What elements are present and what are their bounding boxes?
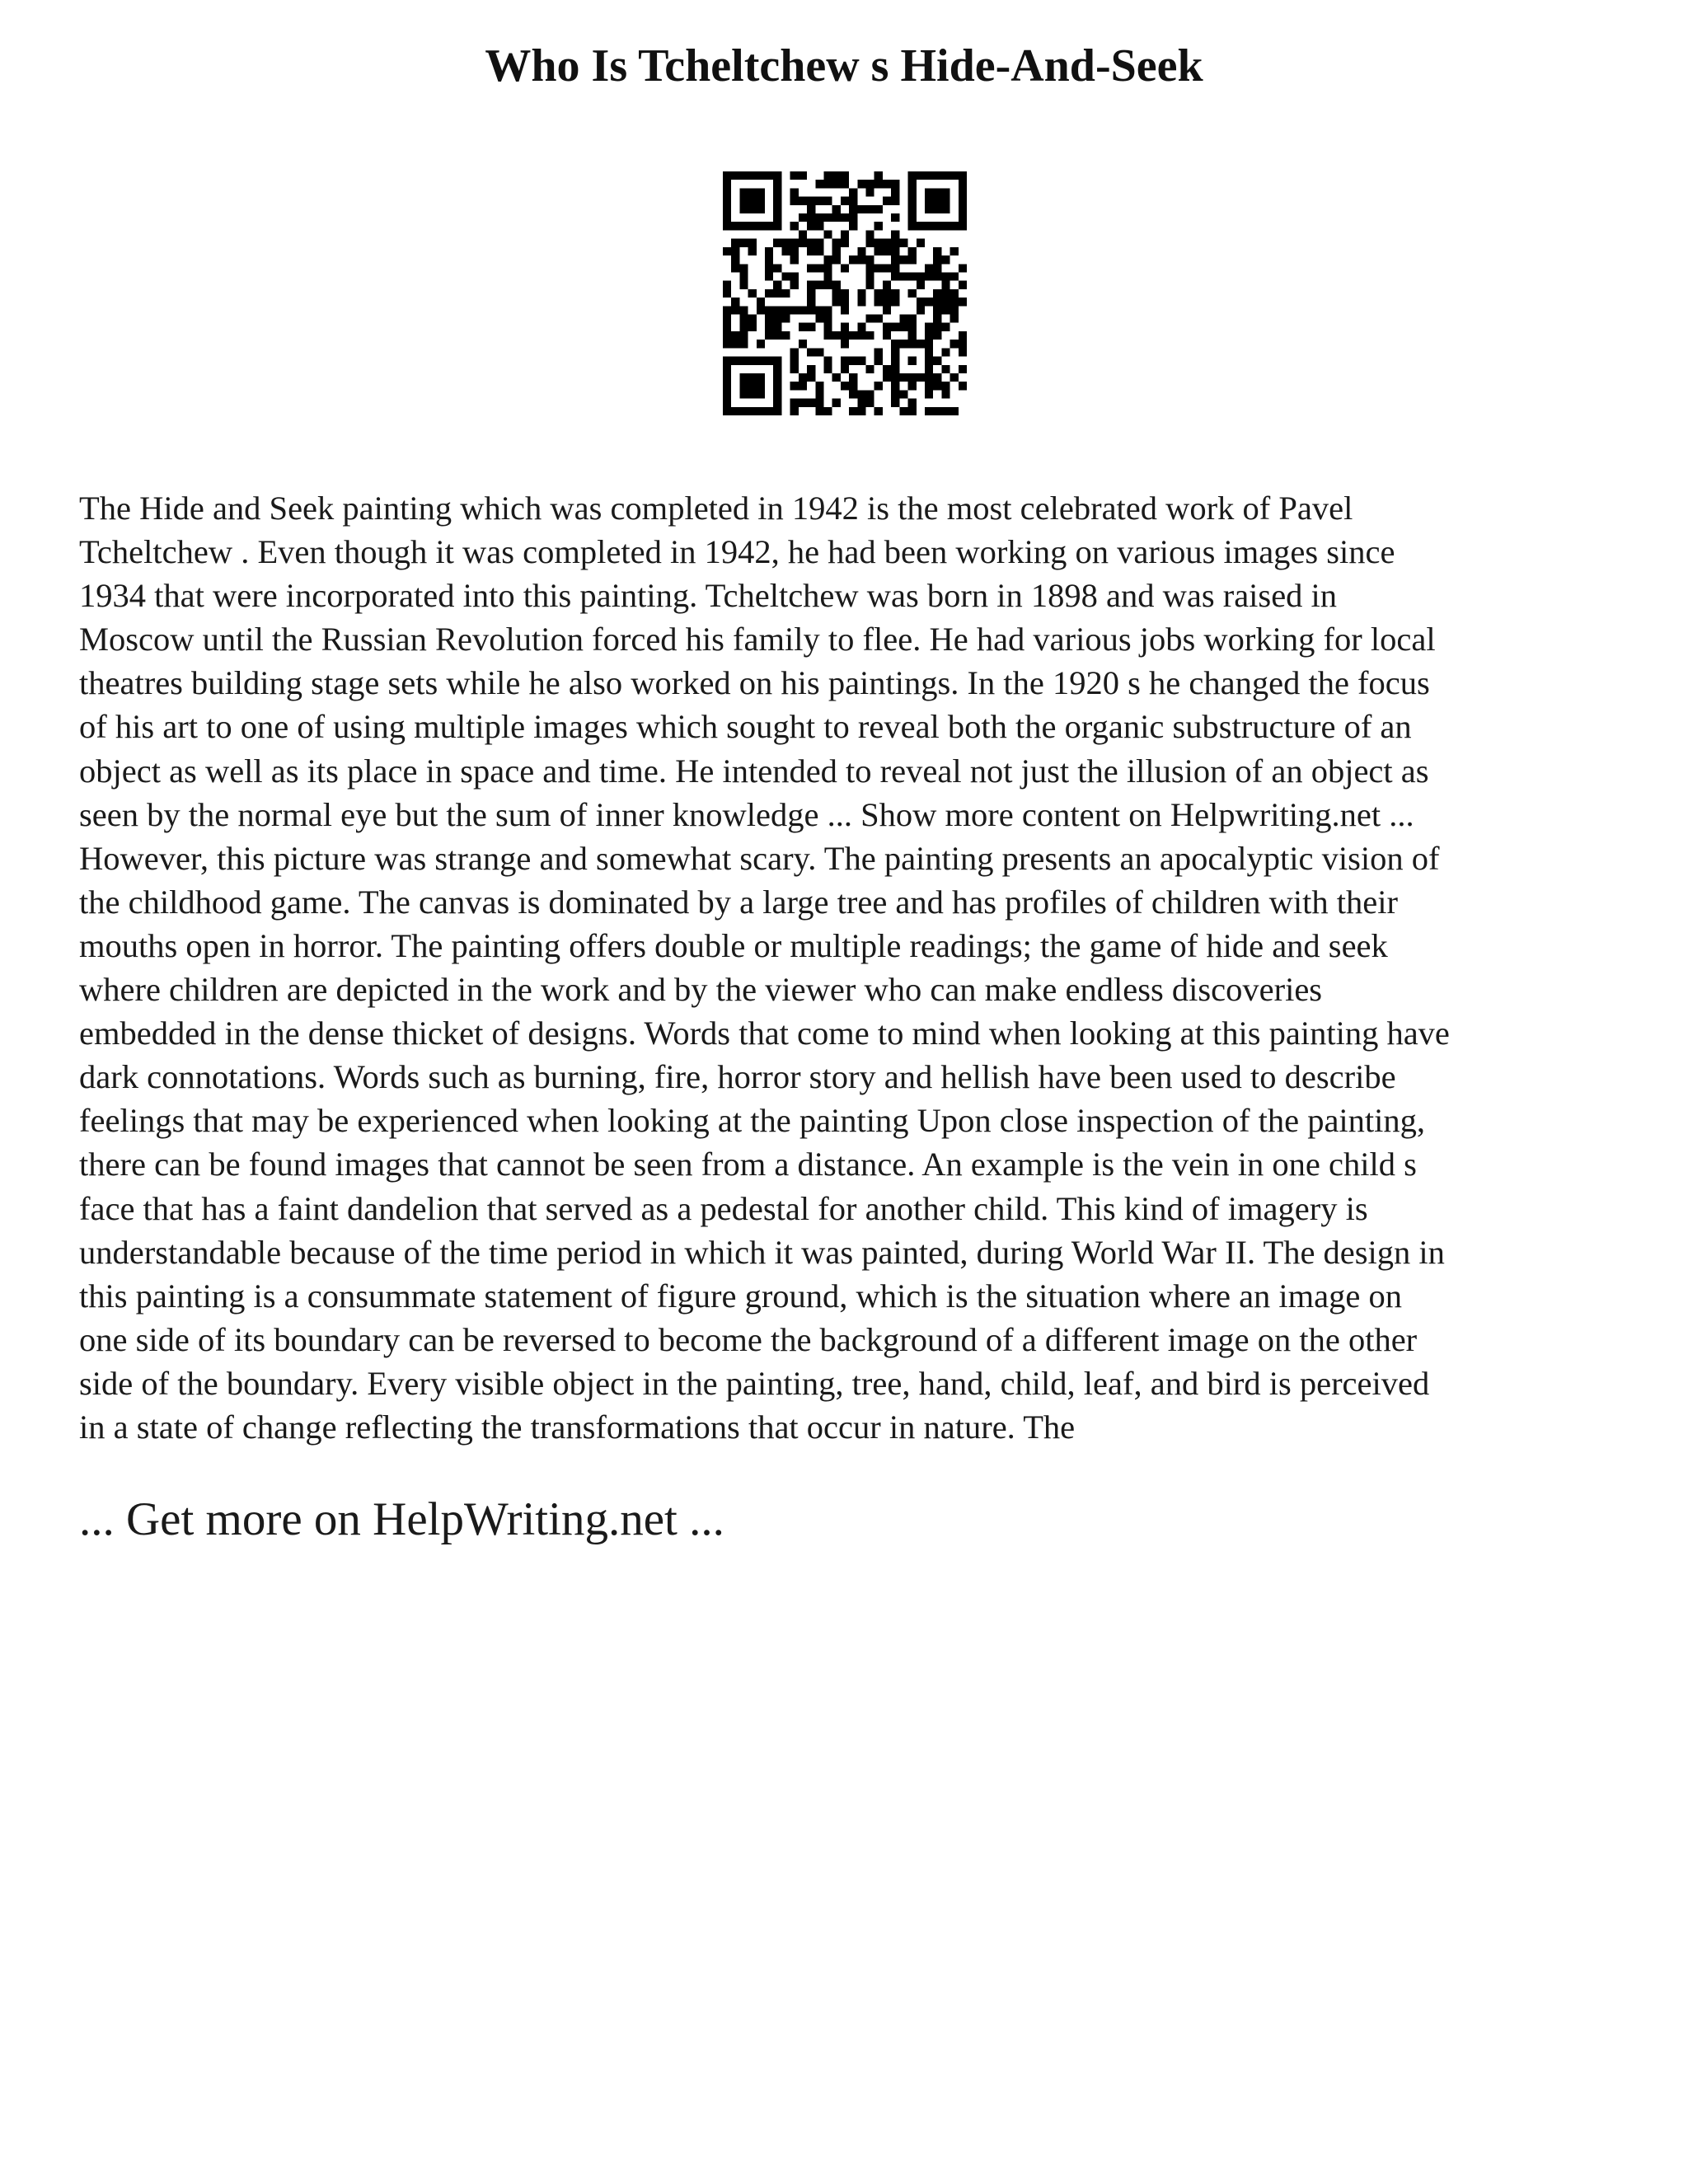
article-body: The Hide and Seek painting which was completed in 1942 is the most celebrated work of Pavel Tcheltchew . Even though it was completed in 1942, he had been working on various images since 1934 that were incorporated into this painting. Tcheltchew was born in 1898 and was raised in Moscow until the Russian Revolution forced his family to flee. He had various jobs working for local theatres building stage sets while he also worked on his paintings. In the 1920 s he changed the focus of his art to one of using multiple images which sought to reveal both the organic substructure of an object as well as its place in space and time. He intended to reveal not just the illusion of an object as seen by the normal eye but the sum of inner knowledge ... Show more content on Helpwriting.net ... However, this picture was strange and somewhat scary. The painting presents an apocalyptic vision of the childhood game. The canvas is dominated by a large tree and has profiles of children with their mouths open in horror. The painting offers double or multiple readings; the game of hide and seek where children are depicted in the work and by the viewer who can make endless discoveries embedded in the dense thicket of designs. Words that come to mind when looking at this painting have dark connotations. Words such as burning, fire, horror story and hellish have been used to describe feelings that may be experienced when looking at the painting Upon close inspection of the painting, there can be found images that cannot be seen from a distance. An example is the vein in one child s face that has a faint dandelion that served as a pedestal for another child. This kind of imagery is understandable because of the time period in which it was painted, during World War II. The design in this painting is a consummate statement of figure ground, which is the situation where an image on one side of its boundary can be reversed to become the background of a different image on the other side of the boundary. Every visible object in the painting, tree, hand, child, leaf, and bird is perceived in a state of change reflecting the transformations that occur in nature. The [79, 490, 1450, 1446]
qr-code-icon [723, 171, 967, 415]
get-more-link[interactable]: ... Get more on HelpWriting.net ... [79, 1493, 724, 1545]
page-title: Who Is Tcheltchew s Hide-And-Seek [485, 40, 1203, 91]
